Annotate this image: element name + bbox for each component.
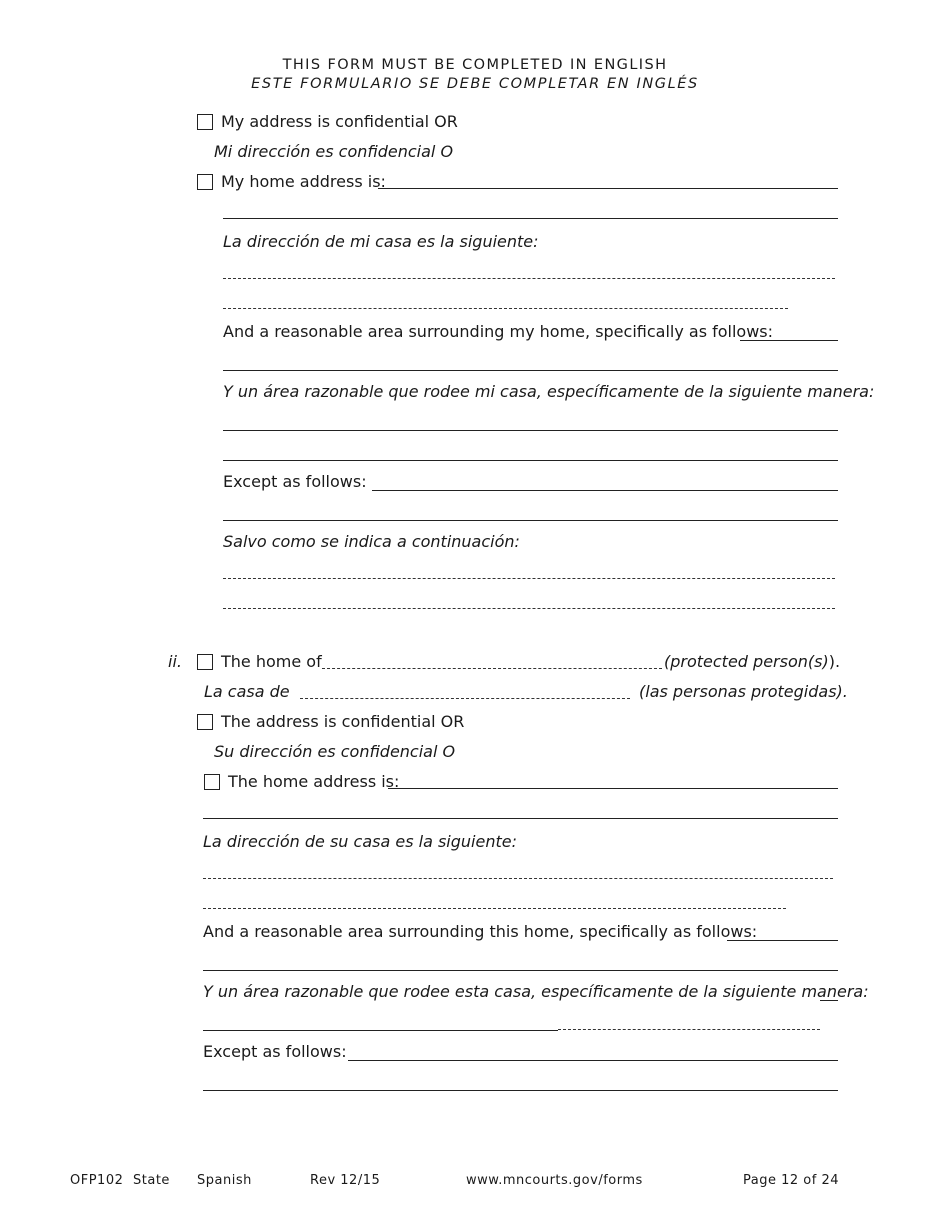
surrounding-area-label: And a reasonable area surrounding my home, specifically as follows: — [223, 322, 774, 341]
surrounding-area-es-field[interactable] — [223, 430, 838, 431]
header-spanish: ESTE FORMULARIO SE DEBE COMPLETAR EN INGLÉS — [251, 76, 699, 92]
home-address-es-field[interactable] — [223, 278, 835, 279]
other-address-confidential-label-es: Su dirección es confidencial O — [214, 742, 456, 761]
footer-revision: Rev 12/15 — [310, 1173, 381, 1188]
other-surrounding-area-field[interactable] — [727, 940, 838, 941]
other-except-label: Except as follows: — [203, 1042, 347, 1061]
other-except-field-line2[interactable] — [203, 1090, 838, 1091]
except-es-field[interactable] — [223, 578, 835, 579]
other-home-address-label-es: La dirección de su casa es la siguiente: — [203, 832, 517, 851]
other-address-confidential-label: The address is confidential OR — [221, 712, 465, 731]
other-home-address-field-line2[interactable] — [203, 818, 838, 819]
footer-url[interactable]: www.mncourts.gov/forms — [466, 1173, 643, 1188]
other-surrounding-area-es-field[interactable] — [820, 1000, 838, 1001]
home-address-label-es: La dirección de mi casa es la siguiente: — [223, 232, 539, 251]
header-english: THIS FORM MUST BE COMPLETED IN ENGLISH — [282, 57, 668, 73]
protected-person-field[interactable] — [322, 668, 662, 669]
other-home-address-label: The home address is: — [228, 772, 400, 791]
other-home-address-checkbox[interactable] — [204, 774, 220, 790]
section-ii-marker: ii. — [168, 652, 182, 671]
except-es-field-line2[interactable] — [223, 608, 835, 609]
other-surrounding-area-field-line2[interactable] — [203, 970, 838, 971]
other-home-address-field[interactable] — [388, 788, 838, 789]
protected-person-label: (protected person(s)). — [664, 652, 841, 671]
surrounding-area-es-field-line2[interactable] — [223, 460, 838, 461]
home-address-label: My home address is: — [221, 172, 386, 191]
other-home-address-es-field[interactable] — [203, 878, 833, 879]
home-address-es-field-line2[interactable] — [223, 308, 788, 309]
other-except-field[interactable] — [348, 1060, 838, 1061]
other-surrounding-area-label-es: Y un área razonable que rodee esta casa, específicamente de la siguiente manera: — [203, 982, 869, 1001]
protected-person-es-field[interactable] — [300, 698, 630, 699]
home-of-label-es: La casa de — [204, 682, 290, 701]
footer-page-number: Page 12 of 24 — [743, 1173, 839, 1188]
except-field[interactable] — [372, 490, 838, 491]
home-address-checkbox[interactable] — [197, 174, 213, 190]
address-confidential-label-es: Mi dirección es confidencial O — [214, 142, 454, 161]
home-address-field-line2[interactable] — [223, 218, 838, 219]
other-surrounding-area-label: And a reasonable area surrounding this home, specifically as follows: — [203, 922, 758, 941]
home-of-label: The home of — [221, 652, 322, 671]
address-confidential-label: My address is confidential OR — [221, 112, 458, 131]
footer-form-id: OFP102 — [70, 1173, 124, 1188]
surrounding-area-field-line2[interactable] — [223, 370, 838, 371]
other-surrounding-area-es-field-line2-dashed[interactable] — [558, 1029, 820, 1030]
footer-language: Spanish — [197, 1173, 252, 1188]
except-field-line2[interactable] — [223, 520, 838, 521]
address-confidential-checkbox[interactable] — [197, 114, 213, 130]
other-address-confidential-checkbox[interactable] — [197, 714, 213, 730]
except-label-es: Salvo como se indica a continuación: — [223, 532, 520, 551]
surrounding-area-field[interactable] — [740, 340, 838, 341]
surrounding-area-label-es: Y un área razonable que rodee mi casa, específicamente de la siguiente manera: — [223, 382, 875, 401]
other-surrounding-area-es-field-line2[interactable] — [203, 1030, 558, 1031]
protected-person-label-es: (las personas protegidas). — [639, 682, 848, 701]
other-home-address-es-field-line2[interactable] — [203, 908, 786, 909]
except-label: Except as follows: — [223, 472, 367, 491]
footer-jurisdiction: State — [133, 1173, 170, 1188]
home-of-checkbox[interactable] — [197, 654, 213, 670]
home-address-field[interactable] — [378, 188, 838, 189]
